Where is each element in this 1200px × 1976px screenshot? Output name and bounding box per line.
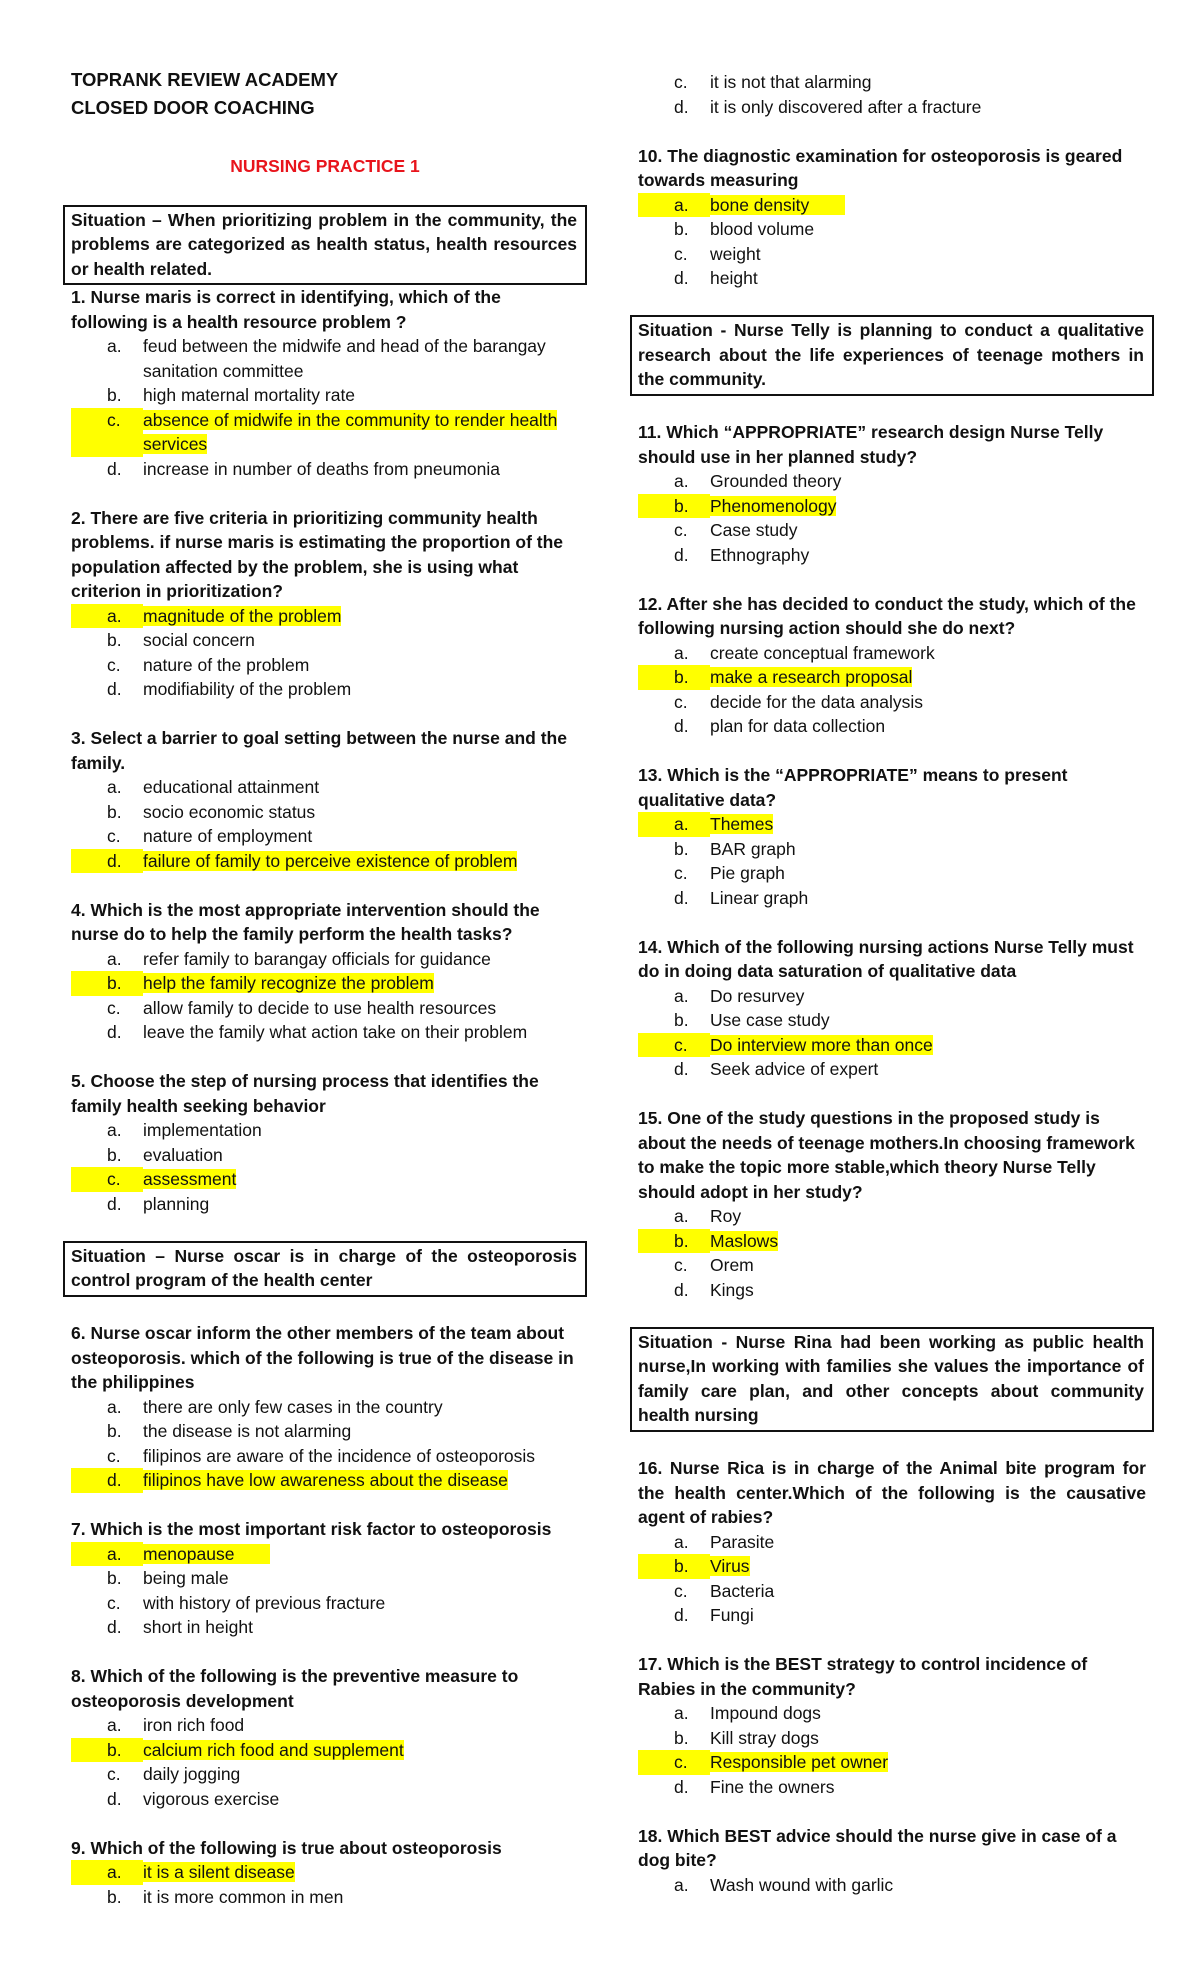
option-text: Roy (710, 1206, 742, 1226)
option-item (638, 1530, 1146, 1555)
option-item (638, 837, 1146, 862)
option-item-answer (638, 1229, 1146, 1254)
option-text-answer: Maslows (710, 1230, 779, 1251)
option-text: modifiability of the problem (143, 679, 352, 699)
question-block (71, 285, 579, 481)
option-letter: c. (674, 1580, 688, 1601)
option-letter: c. (638, 1033, 710, 1058)
option-item-answer (71, 971, 579, 996)
question-continuation (638, 70, 1146, 119)
question-block (638, 420, 1146, 567)
question-block (638, 935, 1146, 1082)
question-block (71, 898, 579, 1045)
option-item (638, 518, 1146, 543)
option-item (71, 1419, 579, 1444)
option-text: daily jogging (143, 1764, 241, 1784)
option-text-answer: Responsible pet owner (710, 1752, 889, 1772)
option-text: being male (143, 1568, 229, 1588)
option-text-answer: Phenomenology (710, 495, 837, 516)
option-item-answer (71, 1167, 579, 1192)
left-column (71, 66, 579, 1909)
option-text: Kings (710, 1279, 754, 1300)
option-letter: d. (674, 96, 689, 117)
option-letter: c. (71, 408, 143, 457)
question-block (71, 726, 579, 873)
option-item-answer (638, 1033, 1146, 1058)
question-block (638, 1824, 1146, 1898)
option-item (71, 457, 579, 482)
option-letter: a. (107, 1120, 122, 1140)
option-letter: d. (107, 1617, 122, 1637)
option-text-answer: bone density (710, 195, 845, 215)
option-text-answer: it is a silent disease (143, 1862, 295, 1882)
option-text: plan for data collection (710, 716, 886, 736)
option-item (71, 1566, 579, 1591)
option-letter: a. (674, 1703, 689, 1723)
option-item (71, 1118, 579, 1143)
option-letter: a. (674, 1874, 689, 1895)
option-text: Fine the owners (710, 1776, 835, 1797)
option-letter: b. (107, 1421, 122, 1441)
option-text: leave the family what action take on their problem (143, 1022, 528, 1042)
option-text-answer: make a research proposal (710, 667, 913, 687)
question-block (71, 1517, 579, 1640)
option-text: Parasite (710, 1531, 775, 1552)
option-letter: a. (674, 1206, 689, 1226)
option-text: Ethnography (710, 544, 810, 565)
question-block (638, 592, 1146, 739)
option-letter: d. (674, 1605, 689, 1625)
option-text: Kill stray dogs (710, 1727, 819, 1748)
option-item (638, 1253, 1146, 1278)
option-text-answer: Do interview more than once (710, 1034, 933, 1055)
question-text: 6. Nurse oscar inform the other members of the team about osteoporosis. which of the following is true of the disease in the philippines (71, 1323, 574, 1392)
option-item (638, 217, 1146, 242)
question-block (71, 1664, 579, 1811)
option-item (638, 1726, 1146, 1751)
option-item (71, 653, 579, 678)
option-item (71, 1192, 579, 1217)
option-letter: a. (674, 471, 689, 491)
option-letter: b. (638, 1554, 710, 1579)
option-text: it is only discovered after a fracture (710, 96, 982, 117)
option-text: decide for the data analysis (710, 691, 924, 712)
option-letter: a. (71, 604, 143, 629)
option-item (638, 1775, 1146, 1800)
option-item (71, 1591, 579, 1616)
option-text: Grounded theory (710, 471, 842, 491)
option-letter: d. (674, 1776, 689, 1797)
question-text: 12. After she has decided to conduct the study, which of the following nursing action should she do next? (638, 593, 1136, 638)
question-text: 9. Which of the following is true about osteoporosis (71, 1837, 502, 1858)
option-text: Wash wound with garlic (710, 1874, 894, 1895)
option-letter: c. (107, 654, 121, 675)
option-item (71, 677, 579, 702)
option-text: iron rich food (143, 1715, 245, 1735)
option-letter: a. (674, 642, 689, 663)
option-letter: d. (107, 458, 122, 479)
option-item-answer (71, 604, 579, 629)
option-letter: b. (674, 838, 689, 859)
option-letter: c. (674, 520, 688, 540)
option-item (71, 996, 579, 1021)
option-text: short in height (143, 1617, 253, 1637)
option-text: vigorous exercise (143, 1788, 280, 1809)
option-text: Use case study (710, 1010, 830, 1030)
option-letter: b. (638, 1229, 710, 1254)
option-letter: b. (674, 1010, 689, 1030)
option-item (638, 641, 1146, 666)
option-letter: b. (107, 630, 122, 650)
question-text: 2. There are five criteria in prioritizing community health problems. if nurse maris is estimating the proportion of the population affected by the problem, she is using what criterion in prioritization? (71, 507, 564, 601)
option-item (638, 242, 1146, 267)
question-text: 14. Which of the following nursing actions Nurse Telly must do in doing data saturation of qualitative data (638, 936, 1134, 981)
option-text-answer: filipinos have low awareness about the disease (143, 1470, 508, 1490)
option-letter: d. (107, 1022, 122, 1042)
option-text: there are only few cases in the country (143, 1396, 443, 1417)
option-text: it is not that alarming (710, 72, 872, 92)
option-text: it is more common in men (143, 1886, 344, 1907)
option-item (71, 383, 579, 408)
option-text-answer: menopause (143, 1544, 270, 1564)
option-item (638, 1579, 1146, 1604)
option-letter: a. (107, 336, 122, 356)
question-text: 3. Select a barrier to goal setting between the nurse and the family. (71, 728, 567, 773)
option-letter: a. (71, 1860, 143, 1885)
question-text: 8. Which of the following is the preventive measure to osteoporosis development (71, 1666, 519, 1711)
question-text: 4. Which is the most appropriate intervention should the nurse do to help the family perform the health tasks? (71, 899, 540, 944)
question-block (638, 1456, 1146, 1628)
option-item-answer (71, 1738, 579, 1763)
option-letter: a. (638, 193, 710, 218)
option-text-answer: help the family recognize the problem (143, 973, 434, 993)
option-text: Do resurvey (710, 985, 805, 1006)
option-item-answer (638, 494, 1146, 519)
option-letter: a. (638, 812, 710, 837)
coaching-label: CLOSED DOOR COACHING (71, 97, 315, 118)
question-block (638, 144, 1146, 291)
option-item (638, 984, 1146, 1009)
option-item (638, 1278, 1146, 1303)
option-text: blood volume (710, 219, 815, 239)
option-letter: c. (107, 997, 121, 1018)
question-text: 13. Which is the “APPROPRIATE” means to present qualitative data? (638, 765, 1068, 810)
option-text: with history of previous fracture (143, 1592, 386, 1613)
situation-box: Situation - Nurse Rina had been working as public health nurse,In working with families she values the importance of family care plan, and other concepts about community health nursing (630, 1327, 1154, 1432)
option-text-answer: Virus (710, 1556, 750, 1576)
option-item (71, 775, 579, 800)
option-text-answer: absence of midwife in the community to render health services (143, 409, 558, 454)
academy-name: TOPRANK REVIEW ACADEMY (71, 69, 339, 90)
question-text: 10. The diagnostic examination for osteoporosis is geared towards measuring (638, 145, 1123, 190)
question-block (638, 763, 1146, 910)
option-letter: b. (107, 801, 122, 822)
option-item (71, 947, 579, 972)
option-item (638, 1873, 1146, 1898)
option-letter: d. (71, 1468, 143, 1493)
option-letter: d. (674, 1059, 689, 1079)
option-text-answer: calcium rich food and supplement (143, 1739, 404, 1760)
option-text: height (710, 268, 758, 288)
question-block (71, 1321, 579, 1493)
option-item (638, 1701, 1146, 1726)
option-text: weight (710, 243, 761, 264)
option-item (71, 628, 579, 653)
option-letter: c. (674, 1255, 688, 1275)
option-text-answer: assessment (143, 1169, 237, 1189)
option-item (71, 1615, 579, 1640)
option-letter: b. (674, 219, 689, 239)
question-text: 7. Which is the most important risk factor to osteoporosis (71, 1519, 552, 1539)
option-text: Bacteria (710, 1580, 775, 1601)
option-item (71, 1713, 579, 1738)
option-item (71, 1885, 579, 1910)
option-letter: b. (638, 494, 710, 519)
option-letter: c. (107, 826, 121, 846)
option-item (638, 95, 1146, 120)
question-block (71, 506, 579, 702)
option-item (638, 543, 1146, 568)
option-text: Impound dogs (710, 1703, 821, 1723)
option-text: nature of the problem (143, 654, 310, 675)
option-letter: b. (638, 665, 710, 690)
question-block (638, 1652, 1146, 1799)
option-item (71, 1444, 579, 1469)
option-item-answer (71, 1468, 579, 1493)
option-letter: c. (71, 1167, 143, 1192)
option-item-answer (638, 1750, 1146, 1775)
option-text: Pie graph (710, 863, 785, 883)
option-text: socio economic status (143, 801, 316, 822)
option-item (638, 1008, 1146, 1033)
option-letter: a. (107, 1715, 122, 1735)
option-letter: c. (674, 691, 688, 712)
option-text-answer: failure of family to perceive existence of problem (143, 850, 518, 871)
option-text: Seek advice of expert (710, 1059, 879, 1079)
option-item (638, 1603, 1146, 1628)
question-text: 18. Which BEST advice should the nurse give in case of a dog bite? (638, 1825, 1117, 1870)
option-item-answer (71, 408, 579, 457)
situation-box: Situation – When prioritizing problem in the community, the problems are categorized as health status, health resources or health related. (63, 205, 587, 286)
option-letter: a. (674, 985, 689, 1006)
option-item (71, 1395, 579, 1420)
question-text: 17. Which is the BEST strategy to control incidence of Rabies in the community? (638, 1654, 1088, 1699)
option-text: high maternal mortality rate (143, 385, 356, 405)
question-block (71, 1836, 579, 1910)
option-letter: a. (107, 777, 122, 797)
option-text: the disease is not alarming (143, 1421, 352, 1441)
question-text: 11. Which “APPROPRIATE” research design Nurse Telly should use in her planned study? (638, 422, 1104, 467)
question-text: 15. One of the study questions in the proposed study is about the needs of teenage mothers.In choosing framework to make the topic more stable,which theory Nurse Telly should adopt in her study? (638, 1108, 1135, 1202)
option-text-answer: magnitude of the problem (143, 605, 342, 626)
option-letter: d. (674, 1279, 689, 1300)
page-title: NURSING PRACTICE 1 (230, 156, 420, 176)
option-item (638, 714, 1146, 739)
right-column (638, 70, 1146, 1897)
question-text: 16. Nurse Rica is in charge of the Animal bite program for the health center.Which of the following is the causative agent of rabies? (638, 1458, 1146, 1527)
option-letter: d. (107, 1788, 122, 1809)
option-text: Orem (710, 1255, 754, 1275)
option-item (638, 886, 1146, 911)
option-item (638, 70, 1146, 95)
option-letter: d. (107, 679, 122, 699)
option-item-answer (71, 849, 579, 874)
option-text: social concern (143, 630, 255, 650)
option-text: increase in number of deaths from pneumonia (143, 458, 501, 479)
option-text: allow family to decide to use health resources (143, 997, 497, 1018)
option-letter: b. (107, 1144, 122, 1165)
option-letter: d. (674, 268, 689, 288)
option-item (638, 1204, 1146, 1229)
option-letter: b. (107, 1886, 122, 1907)
situation-box: Situation - Nurse Telly is planning to conduct a qualitative research about the life experiences of teenage mothers in the community. (630, 315, 1154, 396)
option-item (638, 690, 1146, 715)
option-item (71, 800, 579, 825)
option-text: filipinos are aware of the incidence of osteoporosis (143, 1445, 536, 1466)
question-block (638, 1106, 1146, 1302)
option-item-answer (71, 1542, 579, 1567)
option-letter: c. (674, 72, 688, 92)
option-letter: a. (674, 1531, 689, 1552)
option-item-answer (638, 812, 1146, 837)
option-text: BAR graph (710, 838, 796, 859)
question-text: 5. Choose the step of nursing process that identifies the family health seeking behavior (71, 1071, 539, 1116)
option-text: refer family to barangay officials for guidance (143, 948, 491, 969)
option-text: educational attainment (143, 777, 320, 797)
option-text: feud between the midwife and head of the barangay sanitation committee (143, 336, 546, 381)
option-item-answer (638, 665, 1146, 690)
option-letter: c. (674, 863, 688, 883)
option-text-answer: Themes (710, 814, 774, 834)
option-text: planning (143, 1193, 210, 1214)
option-letter: c. (107, 1764, 121, 1784)
option-text: Fungi (710, 1605, 754, 1625)
option-text: Case study (710, 520, 798, 540)
option-text: evaluation (143, 1144, 223, 1165)
option-item (71, 334, 579, 383)
option-text: implementation (143, 1120, 262, 1140)
question-text: 1. Nurse maris is correct in identifying, which of the following is a health resource problem ? (71, 287, 501, 332)
option-item (71, 1143, 579, 1168)
option-item-answer (638, 1554, 1146, 1579)
option-letter: c. (107, 1592, 121, 1613)
situation-box: Situation – Nurse oscar is in charge of the osteoporosis control program of the health center (63, 1241, 587, 1297)
option-letter: b. (71, 1738, 143, 1763)
option-item (638, 1057, 1146, 1082)
option-letter: a. (107, 1396, 122, 1417)
option-letter: b. (674, 1727, 689, 1748)
option-letter: d. (674, 716, 689, 736)
option-item (71, 824, 579, 849)
option-letter: d. (107, 1193, 122, 1214)
option-text: nature of employment (143, 826, 313, 846)
option-item (638, 861, 1146, 886)
option-item (71, 1020, 579, 1045)
option-letter: a. (107, 948, 122, 969)
option-letter: b. (71, 971, 143, 996)
option-letter: b. (107, 1568, 122, 1588)
option-letter: d. (674, 887, 689, 908)
option-item (638, 469, 1146, 494)
option-item-answer (71, 1860, 579, 1885)
option-letter: c. (107, 1445, 121, 1466)
option-letter: d. (71, 849, 143, 874)
option-item (638, 266, 1146, 291)
option-text: Linear graph (710, 887, 809, 908)
question-block (71, 1069, 579, 1216)
option-letter: b. (107, 385, 122, 405)
option-letter: c. (638, 1750, 710, 1775)
option-letter: d. (674, 544, 689, 565)
option-letter: c. (674, 243, 688, 264)
option-letter: a. (71, 1542, 143, 1567)
option-item-answer (638, 193, 1146, 218)
option-item (71, 1787, 579, 1812)
option-text: create conceptual framework (710, 642, 935, 663)
option-item (71, 1762, 579, 1787)
